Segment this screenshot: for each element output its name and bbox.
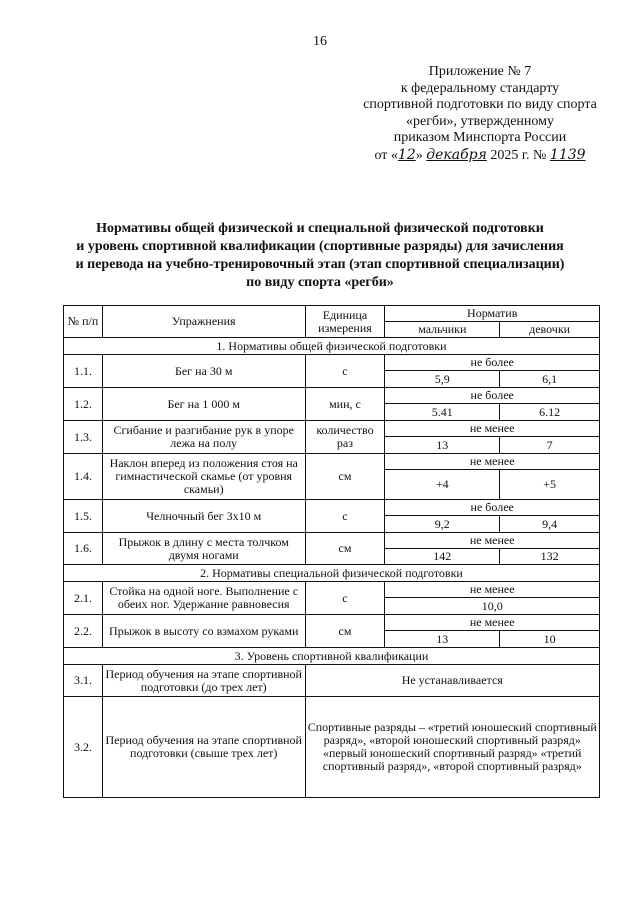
value-boys: 13 bbox=[385, 437, 500, 454]
row-exercise: Наклон вперед из положения стоя на гимнастической скамье (от уровня скамьи) bbox=[102, 454, 305, 500]
table-row bbox=[64, 388, 600, 404]
section-row bbox=[64, 338, 600, 355]
row-unit: с bbox=[305, 582, 385, 615]
row-unit: см bbox=[305, 454, 385, 500]
appendix-line: «регби», утвержденному bbox=[405, 113, 555, 129]
title-line: по виду спорта «регби» bbox=[246, 275, 394, 290]
header-num: № п/п bbox=[64, 306, 103, 338]
row-condition: не менее bbox=[385, 421, 600, 437]
appendix-line: Приложение № 7 bbox=[428, 64, 532, 79]
handwritten-month: декабря bbox=[426, 146, 487, 163]
value-boys: 9,2 bbox=[385, 516, 500, 533]
row-exercise: Прыжок в длину с места толчком двумя ногами bbox=[102, 533, 305, 565]
row-num: 1.2. bbox=[64, 388, 103, 421]
table-row bbox=[64, 454, 600, 470]
row-value: Спортивные разряды – «третий юношеский спортивный разряд», «второй юношеский спортивный разряд» «первый юношеский спортивный разряд» «третий спортивный разряд», «второй спортивный разряд» bbox=[305, 697, 600, 798]
row-exercise: Период обучения на этапе спортивной подготовки (до трех лет) bbox=[102, 665, 305, 697]
handwritten-order-number: 1139 bbox=[549, 146, 586, 163]
row-condition: не менее bbox=[385, 582, 600, 598]
row-num: 2.2. bbox=[64, 615, 103, 648]
value-boys: 5.41 bbox=[385, 404, 500, 421]
appendix-line: спортивной подготовки по виду спорта bbox=[363, 97, 597, 112]
date-year: 2025 г. № bbox=[490, 147, 547, 163]
header-girls: девочки bbox=[500, 322, 600, 338]
value-girls: 6,1 bbox=[500, 371, 600, 388]
row-unit: с bbox=[305, 355, 385, 388]
document-title bbox=[40, 220, 600, 292]
value-boys: +4 bbox=[385, 470, 500, 500]
row-exercise: Период обучения на этапе спортивной подготовки (свыше трех лет) bbox=[102, 697, 305, 798]
section-title: 3. Уровень спортивной квалификации bbox=[64, 648, 600, 665]
row-condition: не более bbox=[385, 355, 600, 371]
value-boys: 142 bbox=[385, 549, 500, 565]
row-num: 3.1. bbox=[64, 665, 103, 697]
value-girls: 9,4 bbox=[500, 516, 600, 533]
value-boys: 13 bbox=[385, 631, 500, 648]
page-number: 16 bbox=[313, 34, 327, 49]
row-exercise: Челночный бег 3х10 м bbox=[102, 500, 305, 533]
row-condition: не более bbox=[385, 388, 600, 404]
table-row bbox=[64, 582, 600, 598]
row-exercise: Бег на 1 000 м bbox=[102, 388, 305, 421]
header-norm: Норматив bbox=[385, 306, 600, 322]
row-num: 1.5. bbox=[64, 500, 103, 533]
row-unit: с bbox=[305, 500, 385, 533]
section-row bbox=[64, 565, 600, 582]
row-exercise: Стойка на одной ноге. Выполнение с обеих ног. Удержание равновесия bbox=[102, 582, 305, 615]
row-unit: см bbox=[305, 533, 385, 565]
table-row bbox=[64, 500, 600, 516]
row-unit: мин, с bbox=[305, 388, 385, 421]
table-row bbox=[64, 421, 600, 437]
value-girls: 6.12 bbox=[500, 404, 600, 421]
row-value: Не устанавливается bbox=[305, 665, 600, 697]
section-title: 2. Нормативы специальной физической подготовки bbox=[64, 565, 600, 582]
value-girls: 10 bbox=[500, 631, 600, 648]
header-boys: мальчики bbox=[385, 322, 500, 338]
row-num: 1.4. bbox=[64, 454, 103, 500]
section-row bbox=[64, 648, 600, 665]
row-condition: не менее bbox=[385, 454, 600, 470]
value-both: 10,0 bbox=[385, 598, 600, 615]
header-exercise: Упражнения bbox=[102, 306, 305, 338]
row-exercise: Сгибание и разгибание рук в упоре лежа на полу bbox=[102, 421, 305, 454]
row-exercise: Прыжок в высоту со взмахом руками bbox=[102, 615, 305, 648]
appendix-line: к федеральному стандарту bbox=[400, 80, 560, 96]
row-condition: не более bbox=[385, 500, 600, 516]
row-condition: не менее bbox=[385, 615, 600, 631]
value-boys: 5,9 bbox=[385, 371, 500, 388]
table-row bbox=[64, 355, 600, 371]
date-mid: » bbox=[415, 147, 423, 163]
handwritten-day: 12 bbox=[397, 146, 416, 163]
appendix-line: приказом Минспорта России bbox=[393, 130, 567, 145]
title-line: Нормативы общей физической и специальной физической подготовки bbox=[96, 221, 544, 236]
title-line: и перевода на учебно-тренировочный этап (этап спортивной специализации) bbox=[75, 257, 565, 272]
row-num: 1.1. bbox=[64, 355, 103, 388]
appendix-header bbox=[330, 64, 630, 164]
standards-table bbox=[63, 305, 600, 798]
value-girls: 132 bbox=[500, 549, 600, 565]
value-girls: 7 bbox=[500, 437, 600, 454]
row-unit: количество раз bbox=[305, 421, 385, 454]
row-unit: см bbox=[305, 615, 385, 648]
value-girls: +5 bbox=[500, 470, 600, 500]
date-prefix: от « bbox=[374, 147, 398, 163]
row-num: 1.6. bbox=[64, 533, 103, 565]
section-title: 1. Нормативы общей физической подготовки bbox=[64, 338, 600, 355]
table-row bbox=[64, 615, 600, 631]
row-condition: не менее bbox=[385, 533, 600, 549]
table-row bbox=[64, 533, 600, 549]
header-unit: Единица измерения bbox=[305, 306, 385, 338]
row-num: 1.3. bbox=[64, 421, 103, 454]
order-date bbox=[330, 147, 630, 165]
row-num: 2.1. bbox=[64, 582, 103, 615]
row-exercise: Бег на 30 м bbox=[102, 355, 305, 388]
table-row bbox=[64, 665, 600, 697]
row-num: 3.2. bbox=[64, 697, 103, 798]
table-row bbox=[64, 697, 600, 798]
title-line: и уровень спортивной квалификации (спортивные разряды) для зачисления bbox=[76, 239, 564, 254]
